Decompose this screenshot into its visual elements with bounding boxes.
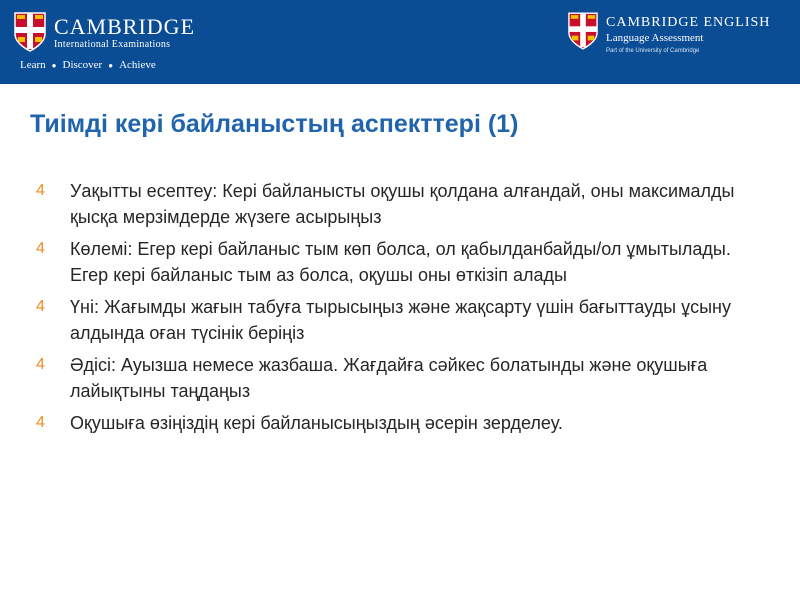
brand-tagline bbox=[20, 59, 156, 71]
tagline-word: Learn bbox=[20, 59, 46, 71]
header-banner bbox=[0, 0, 800, 84]
brand-subtitle: Language Assessment bbox=[606, 32, 704, 44]
bullet-marker-icon: 4 bbox=[36, 240, 45, 257]
bullet-marker-icon: 4 bbox=[36, 298, 45, 315]
brand-affiliation: Part of the University of Cambridge bbox=[606, 48, 700, 54]
bullet-text: Әдісі: Ауызша немесе жазбаша. Жағдайға сәйкес болатынды және оқушыға лайықтыны таңдаңыз bbox=[70, 355, 708, 401]
cambridge-english-logo bbox=[568, 12, 796, 62]
list-item bbox=[36, 236, 736, 288]
list-item bbox=[36, 352, 736, 404]
cambridge-shield-icon bbox=[14, 12, 46, 52]
brand-name: CAMBRIDGE bbox=[54, 14, 196, 39]
bullet-marker-icon: 4 bbox=[36, 356, 45, 373]
bullet-text: Оқушыға өзіңіздің кері байланысыңыздың әсерін зерделеу. bbox=[70, 413, 563, 433]
cambridge-shield-icon bbox=[568, 12, 598, 50]
tagline-word: Discover bbox=[62, 59, 103, 71]
bullet-text: Уақытты есептеу: Кері байланысты оқушы қолдана алғандай, оны максималды қысқа мерзімдерде жүзеге асырыңыз bbox=[70, 181, 735, 227]
bullet-text: Үні: Жағымды жағын табуға тырысыңыз және жақсарту үшін бағыттауды ұсыну алдында оған түсінік беріңіз bbox=[70, 297, 731, 343]
list-item bbox=[36, 178, 736, 230]
brand-subtitle: International Examinations bbox=[54, 39, 171, 50]
bullet-marker-icon: 4 bbox=[36, 414, 45, 431]
bullet-text: Көлемі: Егер кері байланыс тым көп болса, ол қабылданбайды/ол ұмытылады. Егер кері байланыс тым аз болса, оқушы оны өткізіп алады bbox=[70, 239, 731, 285]
bullet-list bbox=[36, 178, 736, 442]
brand-name: CAMBRIDGE ENGLISH bbox=[606, 15, 771, 30]
bullet-dot-icon: ● bbox=[108, 60, 114, 70]
bullet-marker-icon: 4 bbox=[36, 182, 45, 199]
list-item bbox=[36, 410, 736, 436]
bullet-dot-icon: ● bbox=[51, 60, 57, 70]
tagline-word: Achieve bbox=[119, 59, 156, 71]
cambridge-international-logo bbox=[14, 12, 254, 78]
slide-title: Тиімді кері байланыстың аспекттері (1) bbox=[30, 110, 519, 138]
list-item bbox=[36, 294, 736, 346]
